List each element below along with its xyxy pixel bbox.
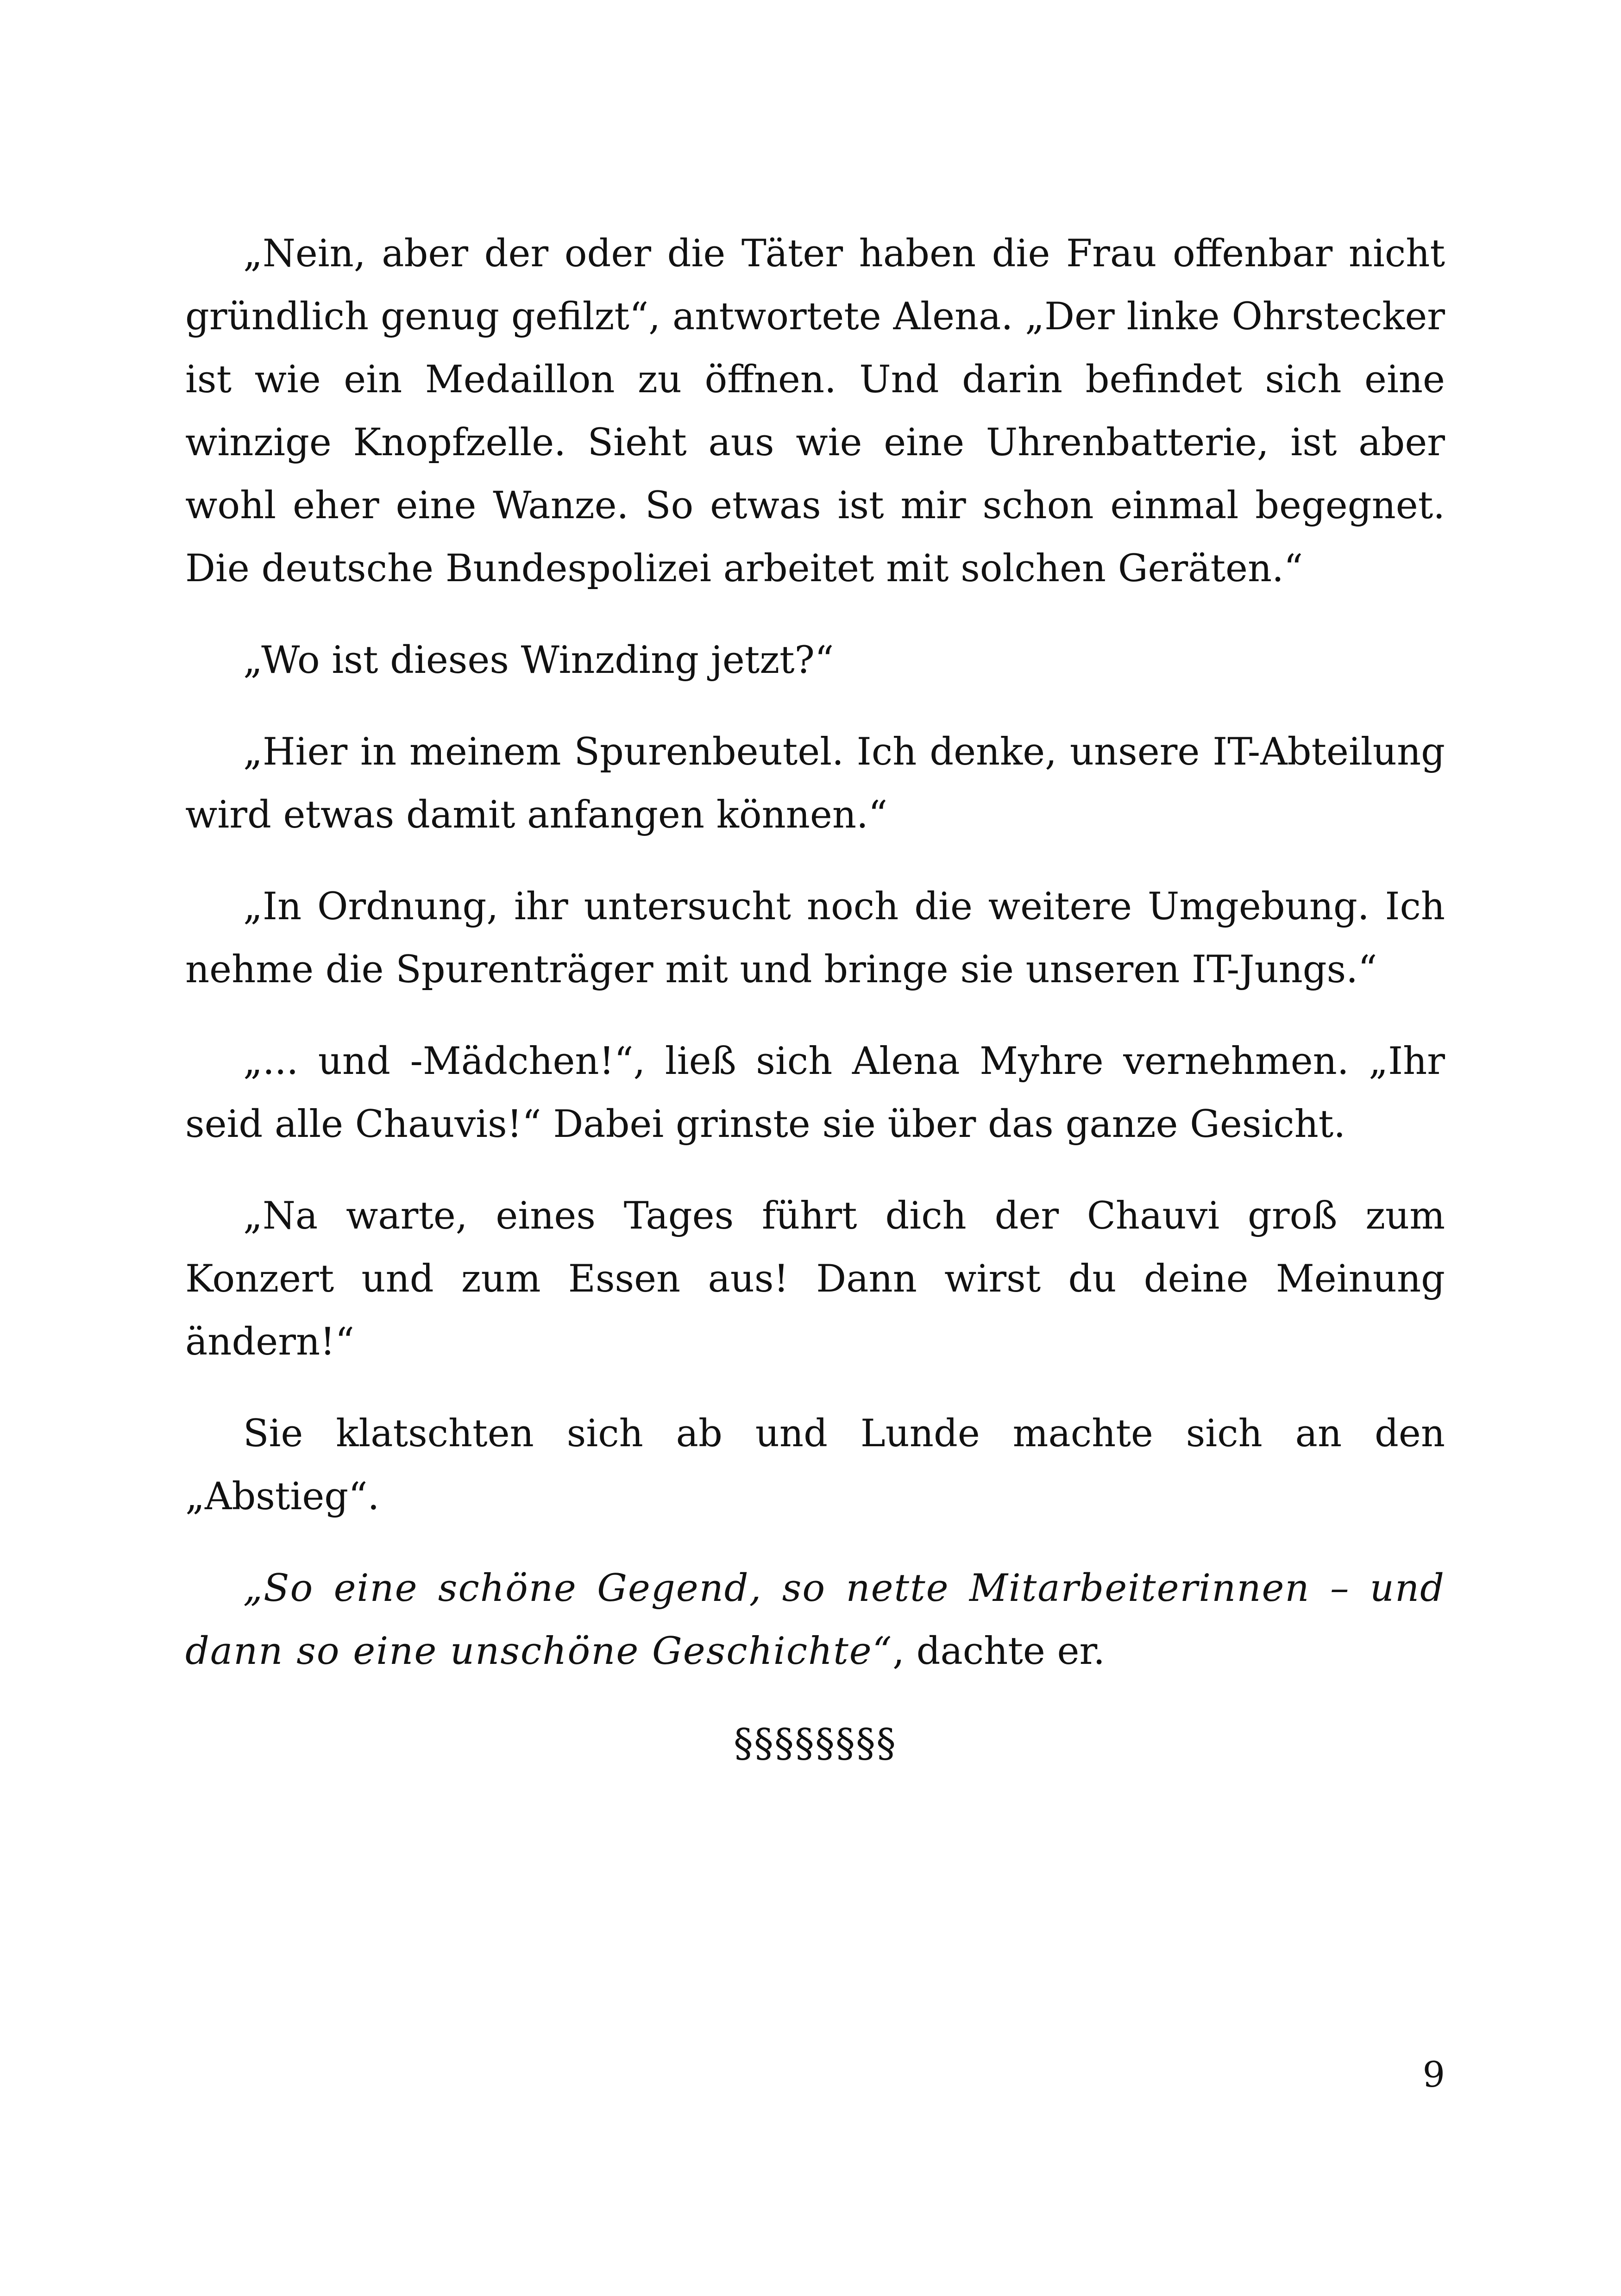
paragraph-8	[185, 1557, 1445, 1683]
paragraph-2: „Wo ist dieses Winzding jetzt?“	[243, 639, 834, 682]
paragraph-5: „... und -Mädchen!“, ließ sich Alena Myhre vernehmen. „Ihr seid alle Chauvis!“ Dabei grinste sie über das ganze Gesicht.	[185, 1040, 1445, 1146]
inner-thought: „So eine schöne Gegend, so nette Mitarbeiterinnen – und dann so eine unschöne Geschichte“	[185, 1567, 1445, 1673]
body-text	[185, 222, 1445, 1771]
paragraph-3: „Hier in meinem Spurenbeutel. Ich denke, unsere IT-Abteilung wird etwas damit anfangen können.“	[185, 730, 1445, 837]
paragraph-4: „In Ordnung, ihr untersucht noch die weitere Umgebung. Ich nehme die Spurenträger mit und bringe sie unseren IT-Jungs.“	[185, 885, 1445, 991]
page-number: 9	[1422, 2054, 1445, 2095]
paragraph-1: „Nein, aber der oder die Täter haben die Frau offenbar nicht gründlich genug gefilzt“, antwortete Alena. „Der linke Ohrstecker ist wie ein Medaillon zu öffnen. Und darin befindet sich eine winzige Knopfzelle. Sieht aus wie eine Uhrenbatterie, ist aber wohl eher eine Wanze. So etwas ist mir schon einmal begegnet. Die deutsche Bundespolizei arbeitet mit solchen Geräten.“	[185, 232, 1445, 590]
paragraph-6: „Na warte, eines Tages führt dich der Chauvi groß zum Konzert und zum Essen aus! Dann wirst du deine Meinung ändern!“	[185, 1194, 1445, 1364]
thought-tail: , dachte er.	[892, 1630, 1106, 1673]
paragraph-7: Sie klatschten sich ab und Lunde machte sich an den „Abstieg“.	[185, 1412, 1445, 1518]
section-separator: §§§§§§§§	[734, 1720, 897, 1766]
